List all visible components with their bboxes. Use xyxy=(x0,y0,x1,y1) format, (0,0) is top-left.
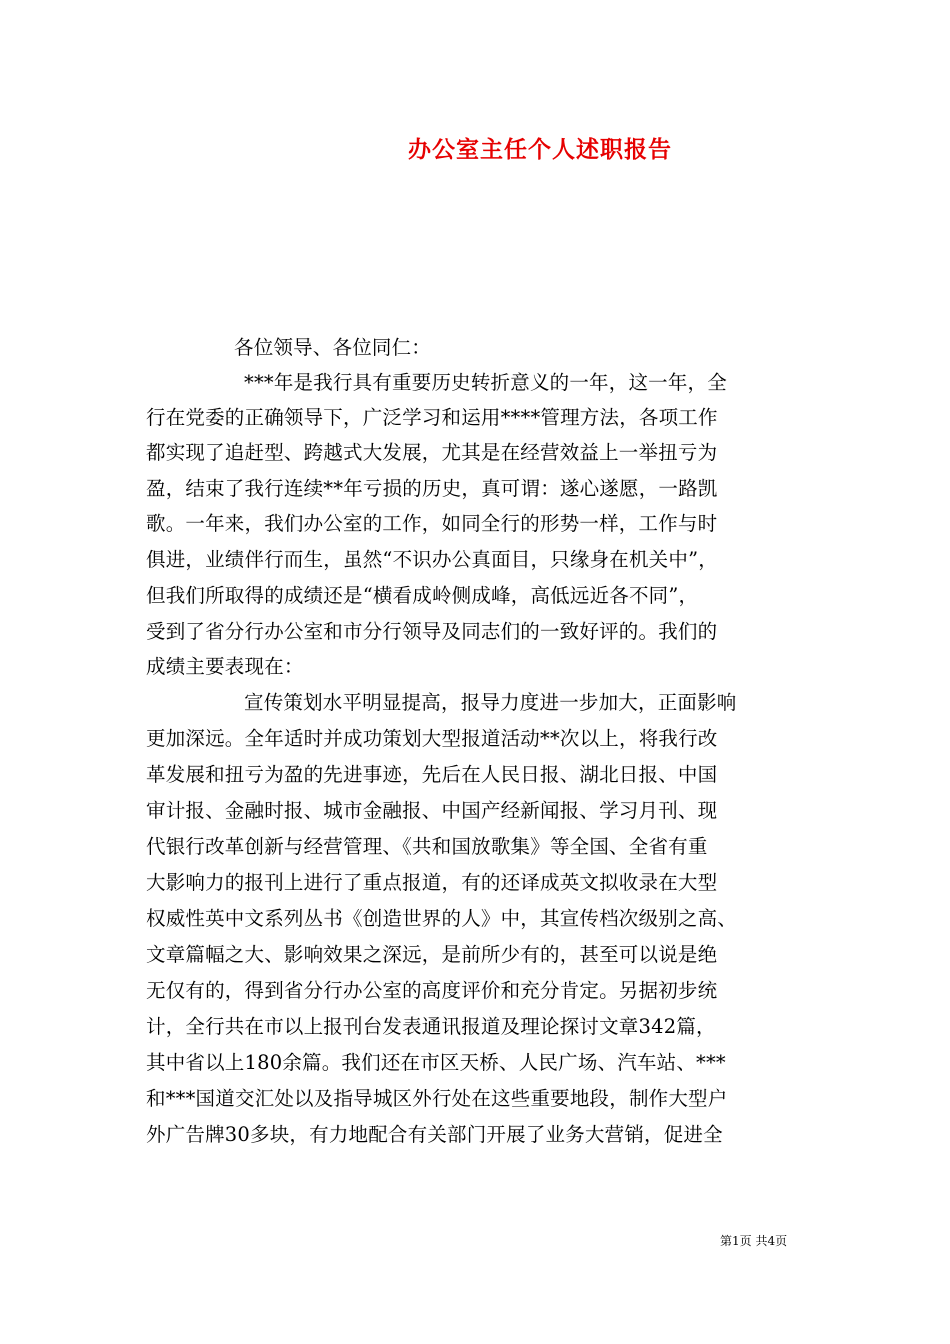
body-line: 受到了省分行办公室和市分行领导及同志们的一致好评的。我们的 xyxy=(146,620,718,643)
body-line: 权威性英中文系列丛书《创造世界的人》中，其宣传档次级别之高、 xyxy=(146,907,738,930)
salutation-line: 各位领导、各位同仁： xyxy=(234,336,432,359)
body-line: 但我们所取得的成绩还是“横看成岭侧成峰，高低远近各不同”， xyxy=(146,584,699,607)
body-line: 盈，结束了我行连续**年亏损的历史，真可谓：遂心遂愿，一路凯 xyxy=(146,477,718,500)
body-line: ***年是我行具有重要历史转折意义的一年，这一年，全 xyxy=(244,371,727,394)
body-line: 宣传策划水平明显提高，报导力度进一步加大，正面影响 xyxy=(244,691,737,714)
body-line: 无仅有的，得到省分行办公室的高度评价和充分肯定。另据初步统 xyxy=(146,979,718,1002)
body-line: 大影响力的报刊上进行了重点报道，有的还译成英文拟收录在大型 xyxy=(146,871,718,894)
body-line: 更加深远。全年适时并成功策划大型报道活动**次以上，将我行改 xyxy=(146,727,718,750)
document-title: 办公室主任个人述职报告 xyxy=(408,136,672,163)
body-line: 歌。一年来，我们办公室的工作，如同全行的形势一样，工作与时 xyxy=(146,512,718,535)
body-line: 代银行改革创新与经营管理、《共和国放歌集》等全国、全省有重 xyxy=(146,835,708,858)
body-line: 成绩主要表现在： xyxy=(146,655,304,678)
body-line: 行在党委的正确领导下，广泛学习和运用****管理方法，各项工作 xyxy=(146,406,718,429)
body-line: 审计报、金融时报、城市金融报、中国产经新闻报、学习月刊、现 xyxy=(146,799,718,822)
body-line: 文章篇幅之大、影响效果之深远，是前所少有的，甚至可以说是绝 xyxy=(146,943,718,966)
body-line: 计，全行共在市以上报刊台发表通讯报道及理论探讨文章342篇， xyxy=(146,1015,716,1038)
body-line: 革发展和扭亏为盈的先进事迹，先后在人民日报、湖北日报、中国 xyxy=(146,763,718,786)
body-line: 外广告牌30多块，有力地配合有关部门开展了业务大营销，促进全 xyxy=(146,1123,723,1146)
body-line: 其中省以上180余篇。我们还在市区天桥、人民广场、汽车站、*** xyxy=(146,1051,726,1074)
page-number: 第1页 共4页 xyxy=(720,1234,788,1248)
body-line: 都实现了追赶型、跨越式大发展，尤其是在经营效益上一举扭亏为 xyxy=(146,441,718,464)
body-line: 和***国道交汇处以及指导城区外行处在这些重要地段，制作大型户 xyxy=(146,1087,728,1110)
body-line: 俱进，业绩伴行而生，虽然“不识办公真面目，只缘身在机关中”， xyxy=(146,548,718,571)
